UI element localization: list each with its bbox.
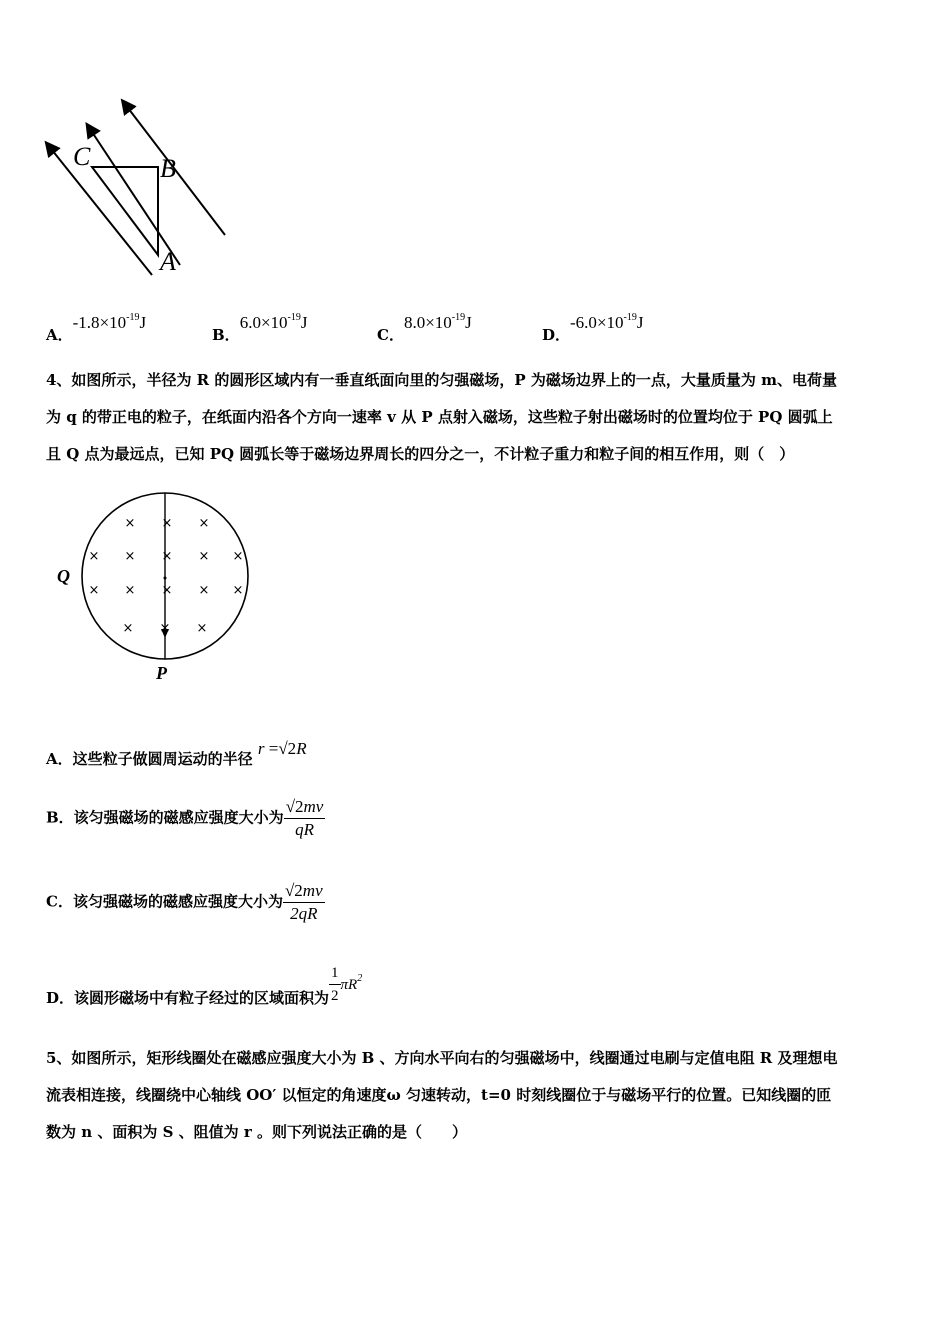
- option-letter: D．: [542, 326, 571, 344]
- option-text: B．该匀强磁场的磁感应强度大小为: [46, 808, 284, 827]
- label-c: C: [73, 142, 91, 171]
- q4-line-2: 为 q 的带正电的粒子，在纸面内沿各个方向一速率 v 从 P 点射入磁场，这些粒子射出磁场时的位置均位于 PQ 圆弧上: [46, 408, 833, 426]
- cross-mark: ×: [198, 549, 210, 564]
- q5-line-1: 5、如图所示，矩形线圈处在磁感应强度大小为 B 、方向水平向右的匀强磁场中，线圈通过电刷与定值电阻 R 及理想电: [46, 1049, 838, 1067]
- cross-mark: ×: [161, 549, 173, 564]
- q3-option-d[interactable]: [542, 312, 644, 344]
- option-formula: $\frac{1}{2}$: [329, 962, 341, 1007]
- q4-line-1: 4、如图所示，半径为 R 的圆形区域内有一垂直纸面向里的匀强磁场，P 为磁场边界上的一点，大量质量为 m、电荷量: [46, 371, 837, 389]
- q3-option-a[interactable]: [46, 312, 147, 344]
- option-formula: $\frac{√2mv}{2qR}$: [284, 881, 323, 923]
- cross-mark: ×: [88, 549, 100, 564]
- q4-option-d[interactable]: D．该圆形磁场中有粒子经过的区域面积为 $\frac{1}{2}$ $\pi R^2$: [46, 962, 362, 1007]
- label-p: P: [156, 663, 167, 683]
- option-value: $8.0\times 10^{-19}J$: [403, 312, 472, 332]
- center-dot: [164, 577, 167, 580]
- option-letter: B．: [212, 326, 240, 344]
- field-lines-triangle-figure: [40, 95, 240, 285]
- q4-option-c[interactable]: [46, 880, 325, 925]
- field-line: [128, 108, 225, 235]
- cross-mark: ×: [196, 621, 208, 636]
- cross-mark: ×: [159, 621, 171, 636]
- cross-mark: ×: [124, 583, 136, 598]
- q4-option-a[interactable]: [46, 738, 307, 768]
- cross-mark: ×: [198, 516, 210, 531]
- cross-mark: ×: [124, 516, 136, 531]
- q5-line-2: 流表相连接，线圈绕中心轴线 OO′ 以恒定的角速度ω 匀速转动，t=0 时刻线圈位于与磁场平行的位置。已知线圈的匝: [46, 1086, 832, 1104]
- option-formula: r =√2R: [257, 739, 307, 758]
- option-text: D．该圆形磁场中有粒子经过的区域面积为: [46, 988, 330, 1007]
- option-value: $6.0\times 10^{-19}J$: [239, 312, 308, 332]
- field-line: [92, 132, 180, 265]
- cross-mark: ×: [232, 583, 244, 598]
- option-value: $-6.0\times 10^{-19}J$: [570, 312, 644, 332]
- option-formula: $\frac{√2mv}{qR}$: [285, 797, 324, 839]
- q5-question-text: [46, 1040, 916, 1151]
- cross-mark: ×: [198, 583, 210, 598]
- q4-question-text: [46, 362, 916, 473]
- option-letter: C．: [377, 326, 404, 344]
- q5-line-3: 数为 n 、面积为 S 、阻值为 r 。则下列说法正确的是（ ）: [46, 1123, 467, 1141]
- cross-mark: ×: [122, 621, 134, 636]
- label-b: B: [160, 154, 176, 183]
- cross-mark: ×: [88, 583, 100, 598]
- label-a: A: [160, 247, 176, 276]
- cross-mark: ×: [124, 549, 136, 564]
- q4-option-b[interactable]: [46, 796, 325, 841]
- q3-option-c[interactable]: [377, 312, 472, 344]
- option-value: $-1.8\times 10^{-19}J$: [72, 312, 147, 332]
- q3-option-b[interactable]: [212, 312, 308, 344]
- option-letter: A．: [46, 326, 73, 344]
- cross-mark: ×: [161, 516, 173, 531]
- cross-mark: ×: [232, 549, 244, 564]
- label-q: Q: [57, 566, 70, 586]
- cross-mark: ×: [161, 583, 173, 598]
- option-text: C．该匀强磁场的磁感应强度大小为: [46, 892, 283, 911]
- circular-field-figure: [52, 488, 262, 688]
- q4-line-3: 且 Q 点为最远点，已知 PQ 圆弧长等于磁场边界周长的四分之一，不计粒子重力和粒子间的相互作用，则（ ）: [46, 445, 795, 463]
- option-text: A．这些粒子做圆周运动的半径: [46, 750, 253, 768]
- field-line: [52, 150, 152, 275]
